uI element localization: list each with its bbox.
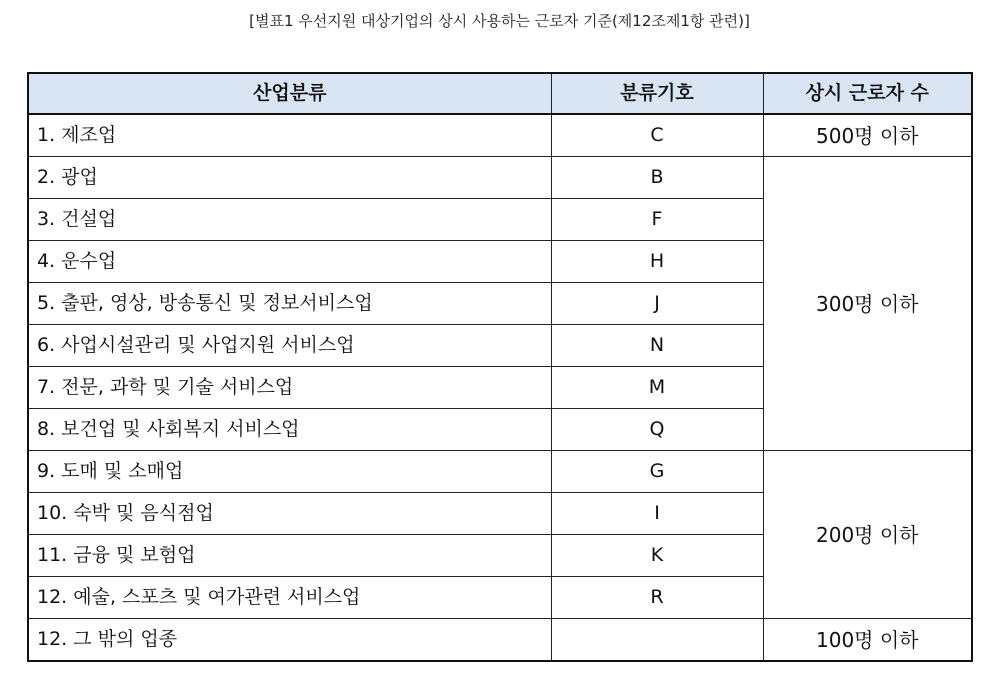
workers-cell: 100명 이하 xyxy=(763,619,972,662)
industry-cell: 12. 그 밖의 업종 xyxy=(28,619,551,662)
header-code: 분류기호 xyxy=(551,73,763,114)
code-cell xyxy=(551,619,763,662)
header-workers: 상시 근로자 수 xyxy=(763,73,972,114)
worker-criteria-table xyxy=(27,72,973,662)
code-cell: M xyxy=(551,367,763,409)
code-cell: F xyxy=(551,199,763,241)
code-cell: B xyxy=(551,157,763,199)
table-header xyxy=(28,73,972,114)
code-cell: K xyxy=(551,535,763,577)
header-row xyxy=(28,73,972,114)
industry-cell: 12. 예술, 스포츠 및 여가관련 서비스업 xyxy=(28,577,551,619)
workers-cell: 200명 이하 xyxy=(763,451,972,619)
code-cell: H xyxy=(551,241,763,283)
code-cell: I xyxy=(551,493,763,535)
code-cell: R xyxy=(551,577,763,619)
industry-cell: 2. 광업 xyxy=(28,157,551,199)
industry-cell: 10. 숙박 및 음식점업 xyxy=(28,493,551,535)
industry-cell: 8. 보건업 및 사회복지 서비스업 xyxy=(28,409,551,451)
table-body xyxy=(28,114,972,661)
table-row xyxy=(28,451,972,493)
header-industry: 산업분류 xyxy=(28,73,551,114)
industry-cell: 1. 제조업 xyxy=(28,114,551,157)
code-cell: J xyxy=(551,283,763,325)
table-row xyxy=(28,114,972,157)
workers-cell: 500명 이하 xyxy=(763,114,972,157)
table-row xyxy=(28,619,972,662)
document-title: [별표1 우선지원 대상기업의 상시 사용하는 근로자 기준(제12조제1항 관련)] xyxy=(249,12,750,30)
code-cell: G xyxy=(551,451,763,493)
code-cell: Q xyxy=(551,409,763,451)
table-row xyxy=(28,157,972,199)
code-cell: N xyxy=(551,325,763,367)
industry-cell: 6. 사업시설관리 및 사업지원 서비스업 xyxy=(28,325,551,367)
code-cell: C xyxy=(551,114,763,157)
industry-cell: 9. 도매 및 소매업 xyxy=(28,451,551,493)
industry-cell: 11. 금융 및 보험업 xyxy=(28,535,551,577)
industry-cell: 7. 전문, 과학 및 기술 서비스업 xyxy=(28,367,551,409)
industry-cell: 3. 건설업 xyxy=(28,199,551,241)
workers-cell: 300명 이하 xyxy=(763,157,972,451)
industry-cell: 4. 운수업 xyxy=(28,241,551,283)
industry-cell: 5. 출판, 영상, 방송통신 및 정보서비스업 xyxy=(28,283,551,325)
